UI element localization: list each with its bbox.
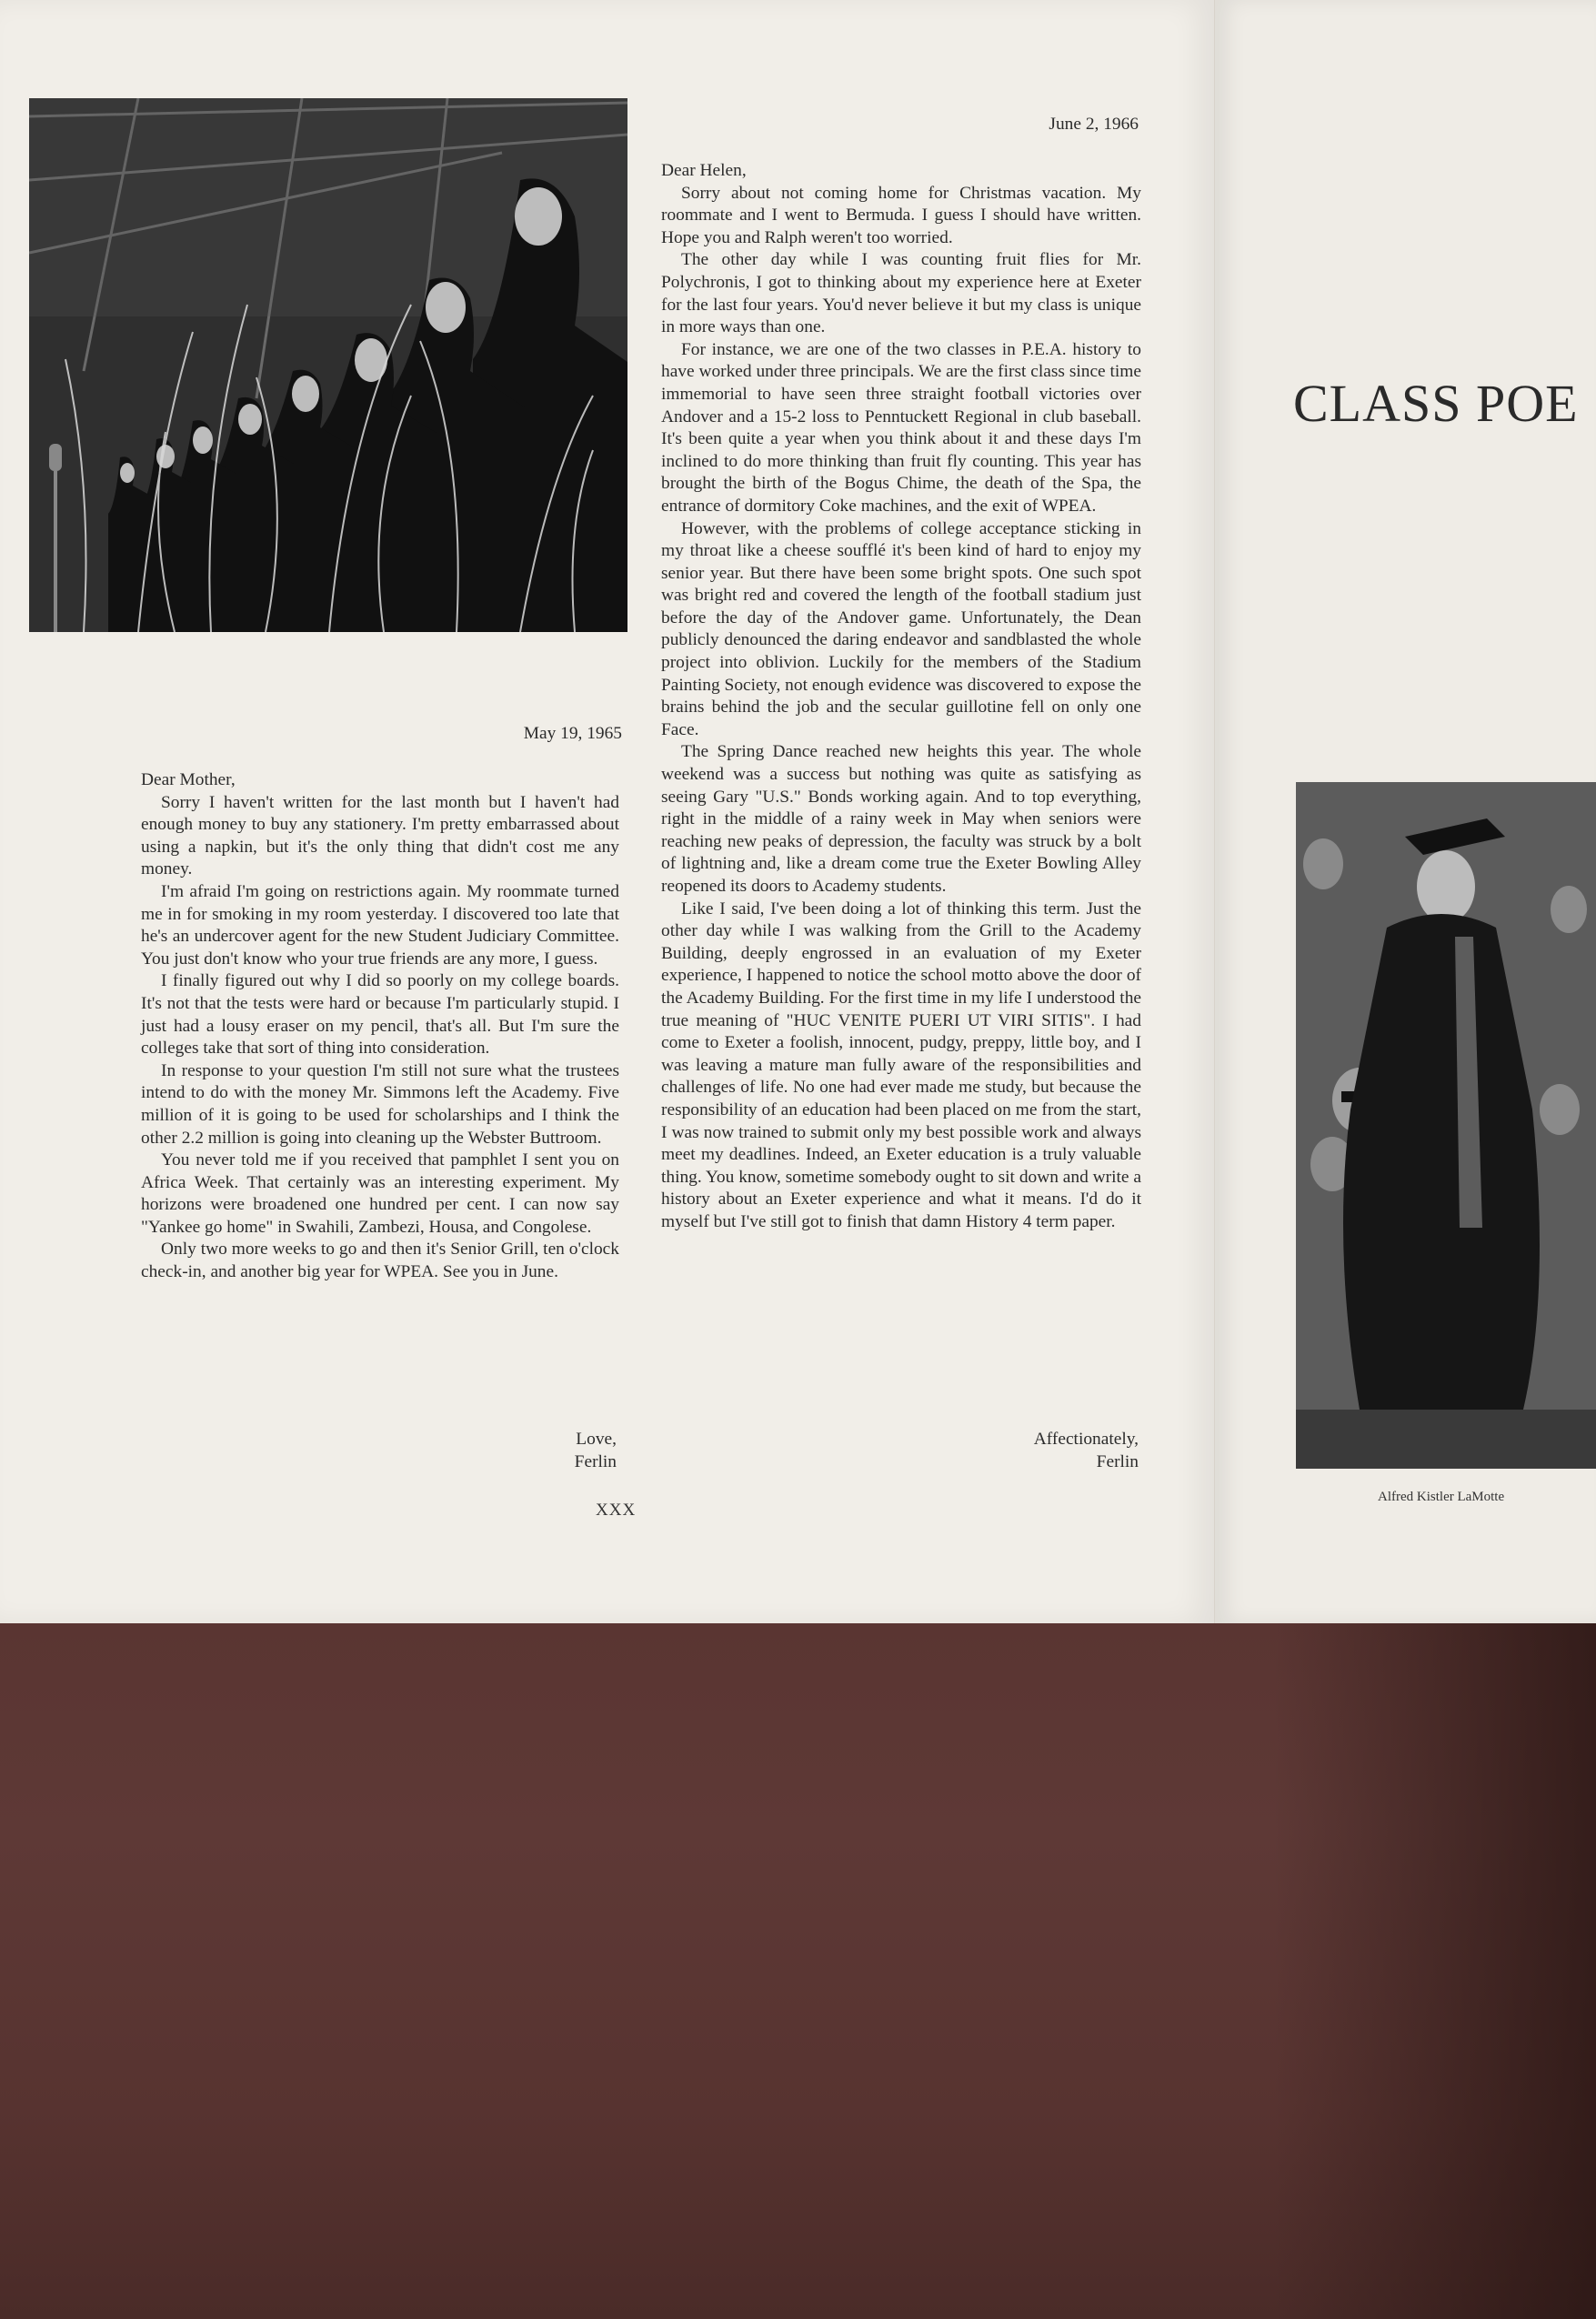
graduate-photo bbox=[1296, 782, 1596, 1469]
letter-2-salutation: Dear Helen, bbox=[661, 161, 747, 180]
letter-2-paragraph: The other day while I was counting fruit flies for Mr. Polychronis, I got to thinking about my experience here at Exeter for the last four years. You'd never believe it but my class is unique in more ways than one. bbox=[661, 250, 1141, 337]
letter-1-date: May 19, 1965 bbox=[523, 724, 622, 743]
letter-2-body bbox=[661, 160, 1141, 1234]
letter-1-salutation: Dear Mother, bbox=[141, 770, 236, 789]
section-title: CLASS POE bbox=[1293, 374, 1579, 433]
letter-2-signature: Ferlin bbox=[1096, 1452, 1139, 1471]
letter-2-paragraph: However, with the problems of college acceptance sticking in my throat like a cheese soufflé it's been kind of hard to enjoy my senior year. But there have been some bright spots. One such spot was bright red and covered the length of the football stadium just before the day of the Andover game. Unfortunately, the Dean publicly denounced the daring endeavor and sandblasted the whole project into oblivion. Luckily for the members of the Stadium Painting Society, not enough evidence was discovered to expose the brains behind the job and the secular guillotine fell on only one Face. bbox=[661, 518, 1141, 739]
page-number: XXX bbox=[596, 1501, 637, 1520]
letter-2-closing-word: Affectionately, bbox=[1033, 1430, 1139, 1449]
letter-2-paragraph: Like I said, I've been doing a lot of thinking this term. Just the other day while I was walking from the Grill to the Academy Building, deeply engrossed in an evaluation of my Exeter experience, I happened to notice the school motto above the door of the Academy Building. For the first time in my life I understood the true meaning of "HUC VENITE PUERI UT VIRI SITIS". I had come to Exeter a foolish, innocent, pudgy, preppy, little boy, and I was leaving a mature man fully aware of the responsibilities and challenges of life. No one had ever made me study, but because the responsibility of an education had been placed on me from the start, I was now trained to submit only my best possible work and always meet my deadlines. Indeed, an Exeter education is a truly valuable thing. You know, sometime somebody ought to sit down and write a history about an Exeter experience and what it means. I'd do it myself but I've still got to finish that damn History 4 term paper. bbox=[661, 898, 1141, 1231]
letter-1-paragraph: Sorry I haven't written for the last month but I haven't had enough money to buy any stationery. I'm pretty embarrassed about using a napkin, but it's the only thing that didn't cost me any money. bbox=[141, 792, 619, 879]
letter-2-paragraph: For instance, we are one of the two classes in P.E.A. history to have worked under three principals. We are the first class since time immemorial to have seen three straight football victories over Andover and a 15-2 loss to Penntuckett Regional in club baseball. It's been quite a year when you think about it and these days I'm inclined to do more thinking than fruit fly counting. This year has brought the birth of the Bogus Chime, the death of the Spa, the entrance of dormitory Coke machines, and the exit of WPEA. bbox=[661, 339, 1141, 516]
letter-1-paragraph: I finally figured out why I did so poorly on my college boards. It's not that the tests were hard or because I'm particularly stupid. I just had a lousy eraser on my pencil, that's all. But I'm sure the colleges take that sort of thing into consideration. bbox=[141, 971, 619, 1059]
letter-1-body bbox=[141, 769, 619, 1284]
letter-1-paragraph: I'm afraid I'm going on restrictions again. My roommate turned me in for smoking in my room yesterday. I discovered too late that he's an undercover agent for the new Student Judiciary Committee. You just don't know who your true friends are any more, I guess. bbox=[141, 881, 619, 969]
letter-2-paragraph: Sorry about not coming home for Christmas vacation. My roommate and I went to Bermuda. I guess I should have written. Hope you and Ralph weren't too worried. bbox=[661, 183, 1141, 247]
background-shadow bbox=[1273, 1623, 1596, 2319]
letter-1-paragraph: Only two more weeks to go and then it's Senior Grill, ten o'clock check-in, and another big year for WPEA. See you in June. bbox=[141, 1240, 619, 1282]
letter-1-paragraph: In response to your question I'm still not sure what the trustees intend to do with the money Mr. Simmons left the Academy. Five million of it is going to be used for scholarships and I think the other 2.2 million is going into cleaning up the Webster Buttroom. bbox=[141, 1060, 619, 1148]
letter-1-signature: Ferlin bbox=[574, 1452, 617, 1471]
letter-2-date: June 2, 1966 bbox=[1049, 115, 1139, 134]
letter-1-paragraph: You never told me if you received that pamphlet I sent you on Africa Week. That certainly was an interesting experiment. My horizons were broadened one hundred per cent. I can now say "Yankee go home" in Swahili, Zambezi, Housa, and Congolese. bbox=[141, 1150, 619, 1237]
photo-caption: Alfred Kistler LaMotte bbox=[1378, 1490, 1505, 1504]
letter-2-closing bbox=[1000, 1428, 1139, 1473]
letter-1-closing bbox=[509, 1428, 617, 1473]
choir-photo bbox=[29, 98, 627, 632]
letter-2-paragraph: The Spring Dance reached new heights this year. The whole weekend was a success but nothing was quite as satisfying as seeing Gary "U.S." Bonds working again. And to top everything, right in the middle of a rainy week in May when seniors were reaching new peaks of depression, the faculty was struck by a bolt of lightning and, like a dream come true the Exeter Bowling Alley reopened its doors to Academy students. bbox=[661, 742, 1141, 896]
letter-1-closing-word: Love, bbox=[576, 1430, 617, 1449]
